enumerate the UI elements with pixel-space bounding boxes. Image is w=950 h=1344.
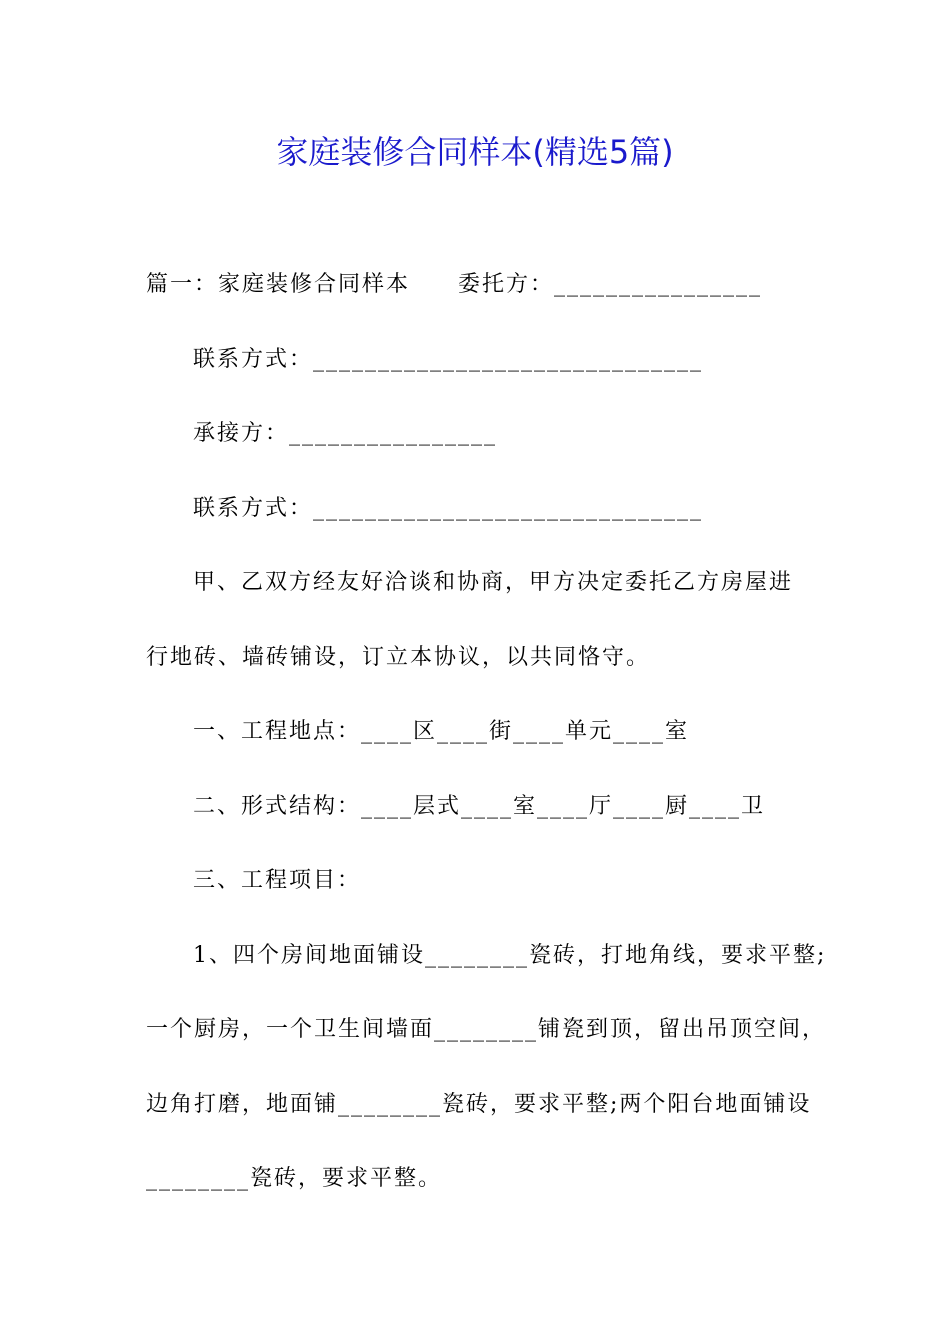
clause-line: 二、形式结构：____层式____室____厅____厨____卫 [193, 794, 766, 819]
contact-line: 联系方式：______________________________ [193, 347, 704, 372]
clause-line: 三、工程项目： [193, 868, 362, 893]
contact-line: 联系方式：______________________________ [193, 496, 704, 521]
paragraph-line: 1、四个房间地面铺设________瓷砖，打地角线，要求平整; [193, 943, 827, 968]
clause-line: 一、工程地点：____区____街____单元____室 [193, 719, 690, 744]
paragraph-line: 边角打磨，地面铺________瓷砖，要求平整;两个阳台地面铺设 [146, 1092, 812, 1117]
paragraph-line: ________瓷砖，要求平整。 [146, 1166, 443, 1191]
document-title: 家庭装修合同样本(精选5篇) [276, 133, 674, 171]
paragraph-line: 行地砖、墙砖铺设，订立本协议，以共同恪守。 [146, 645, 651, 670]
contractor-line: 承接方：________________ [193, 421, 498, 446]
section-heading-line: 篇一：家庭装修合同样本 委托方：________________ [146, 272, 763, 297]
paragraph-line: 甲、乙双方经友好洽谈和协商，甲方决定委托乙方房屋进 [193, 570, 794, 595]
paragraph-line: 一个厨房，一个卫生间墙面________铺瓷到顶，留出吊顶空间， [146, 1017, 827, 1042]
